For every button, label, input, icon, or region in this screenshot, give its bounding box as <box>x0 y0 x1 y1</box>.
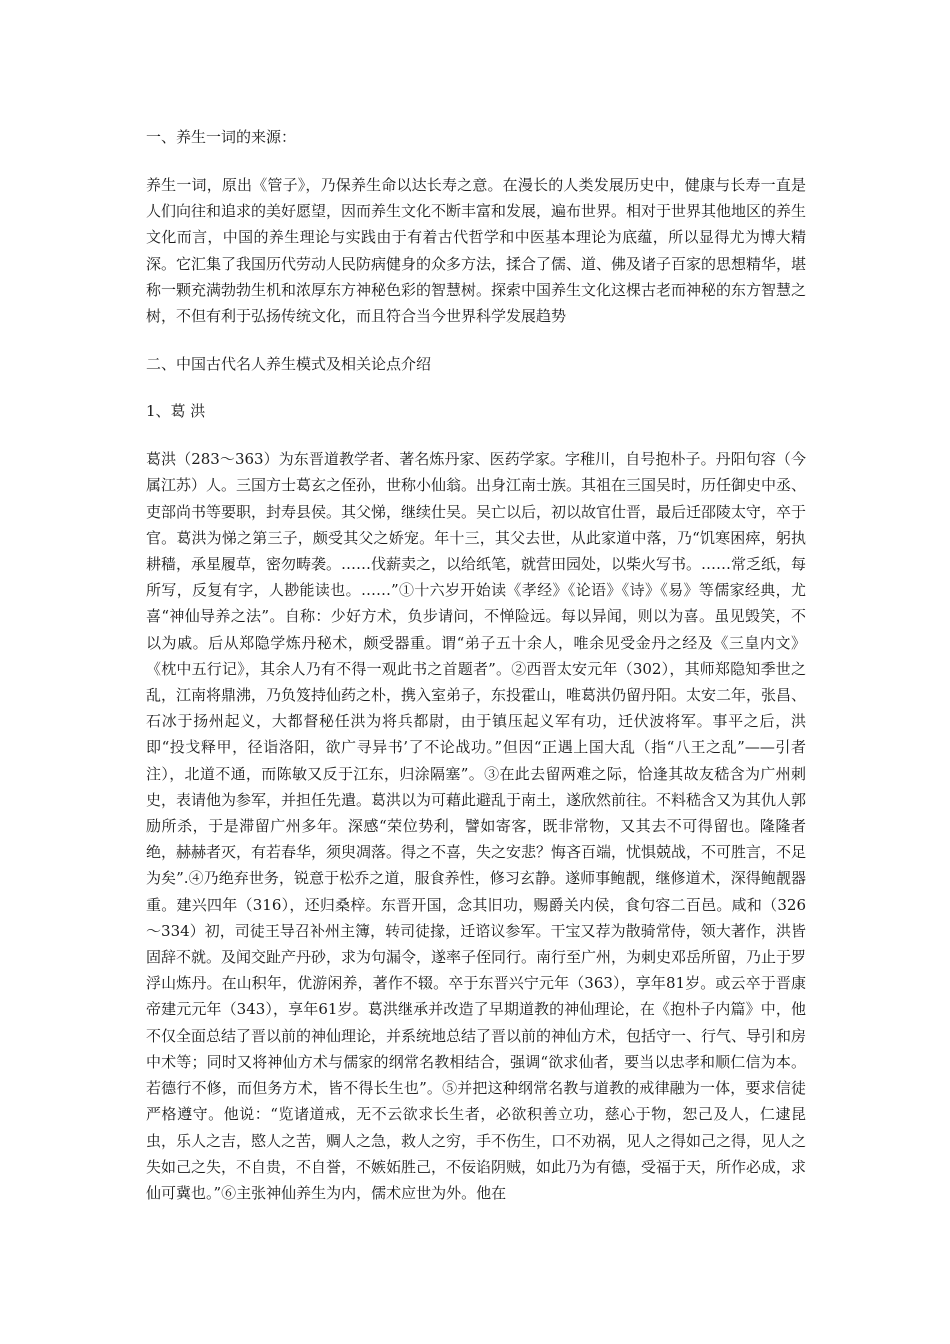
subheading-ge-hong: 1、葛 洪 <box>146 402 206 421</box>
section-heading-famous-people: 二、中国古代名人养生模式及相关论点介绍 <box>146 355 432 374</box>
document-page <box>146 124 806 1206</box>
paragraph-origin: 养生一词，原出《管子》，乃保养生命以达长寿之意。在漫长的人类发展历史中，健康与长寿一直是人们向往和追求的美好愿望，因而养生文化不断丰富和发展，遍布世界。相对于世界其他地区的养生文化而言，中国的养生理论与实践由于有着古代哲学和中医基本理论为底蕴，所以显得尤为博大精深。它汇集了我国历代劳动人民防病健身的众多方法，揉合了儒、道、佛及诸子百家的思想精华，堪称一颗充满勃勃生机和浓厚东方神秘色彩的智慧树。探索中国养生文化这棵古老而神秘的东方智慧之树，不但有利于弘扬传统文化，而且符合当今世界科学发展趋势 <box>146 176 807 326</box>
section-heading-origin: 一、养生一词的来源： <box>146 128 297 146</box>
paragraph-ge-hong: 葛洪（283～363）为东晋道教学者、著名炼丹家、医药学家。字稚川，自号抱朴子。丹阳句容（今属江苏）人。三国方士葛玄之侄孙，世称小仙翁。出身江南士族。其祖在三国吴时，历任御史中丞、吏部尚书等要职，封寿县侯。其父悌，继续仕吴。吴亡以后，初以故官仕晋，最后迁邵陵太守，卒于官。葛洪为悌之第三子，颇受其父之娇宠。年十三，其父去世，从此家道中落，乃“饥寒困瘁，躬执耕穑，承星履草，密勿畴袭。……伐薪卖之，以给纸笔，就营田园处，以柴火写书。……常乏纸，每所写，反复有字，人尠能读也。……”①十六岁开始读《孝经》《论语》《诗》《易》等儒家经典，尤喜“神仙导养之法”。自称：少好方术，负步请问，不惮险远。每以异闻，则以为喜。虽见毁笑，不以为戚。后从郑隐学炼丹秘术，颇受器重。谓“弟子五十余人，唯余见受金丹之经及《三皇内文》《枕中五行记》，其余人乃有不得一观此书之首题者”。②西晋太安元年（302），其师郑隐知季世之乱，江南将鼎沸，乃负笈持仙药之朴，携入室弟子，东投霍山，唯葛洪仍留丹阳。太安二年，张昌、石冰于扬州起义，大都督秘任洪为将兵都尉，由于镇压起义军有功，迁伏波将军。事平之后，洪即“投戈释甲，径诣洛阳，欲广寻异书’了不论战功。”但因“正遇上国大乱（指“八王之乱”——引者注），北道不通，而陈敏又反于江东，归涂隔塞”。③在此去留两难之际，恰逢其故友嵇含为广州刺史，表请他为参军，并担任先遣。葛洪以为可藉此避乱于南土，遂欣然前往。不料嵇含又为其仇人郭励所杀，于是滞留广州多年。深感“荣位势利，譬如寄客，既非常物，又其去不可得留也。隆隆者绝，赫赫者灭，有若春华，须臾凋落。得之不喜，失之安悲？悔吝百端，忧惧兢战，不可胜言，不足为矣”.④乃绝弃世务，锐意于松乔之道，服食养性，修习玄静。遂师事鲍靓，继修道术，深得鲍靓器重。建兴四年（316），还归桑梓。东晋开国，念其旧功，赐爵关内侯，食句容二百邑。咸和（326～334）初，司徒王导召补州主簿，转司徒掾，迁谘议参军。干宝又荐为散骑常侍，领大著作，洪皆固辞不就。及闻交趾产丹砂，求为句漏令，遂率子侄同行。南行至广州，为刺史邓岳所留，乃止于罗浮山炼丹。在山积年，优游闲养，著作不辍。卒于东晋兴宁元年（363），享年81岁。或云卒于晋康帝建元元年（343），享年61岁。葛洪继承并改造了早期道教的神仙理论，在《抱朴子内篇》中，他不仅全面总结了晋以前的神仙理论，并系统地总结了晋以前的神仙方术，包括守一、行气、导引和房中术等；同时又将神仙方术与儒家的纲常名教相结合，强调“欲求仙者，要当以忠孝和顺仁信为本。若德行不修，而但务方术，皆不得长生也”。⑤并把这种纲常名教与道教的戒律融为一体，要求信徒严格遵守。他说：“览诸道戒，无不云欲求长生者，必欲积善立功，慈心于物，恕己及人，仁逮昆虫，乐人之吉，愍人之苦，赒人之急，救人之穷，手不伤生，口不劝祸，见人之得如己之得，见人之失如己之失，不自贵，不自誉，不嫉妬胜己，不佞谄阴贼，如此乃为有德，受福于天，所作必成，求仙可冀也。”⑥主张神仙养生为内，儒术应世为外。他在 <box>146 450 807 1202</box>
